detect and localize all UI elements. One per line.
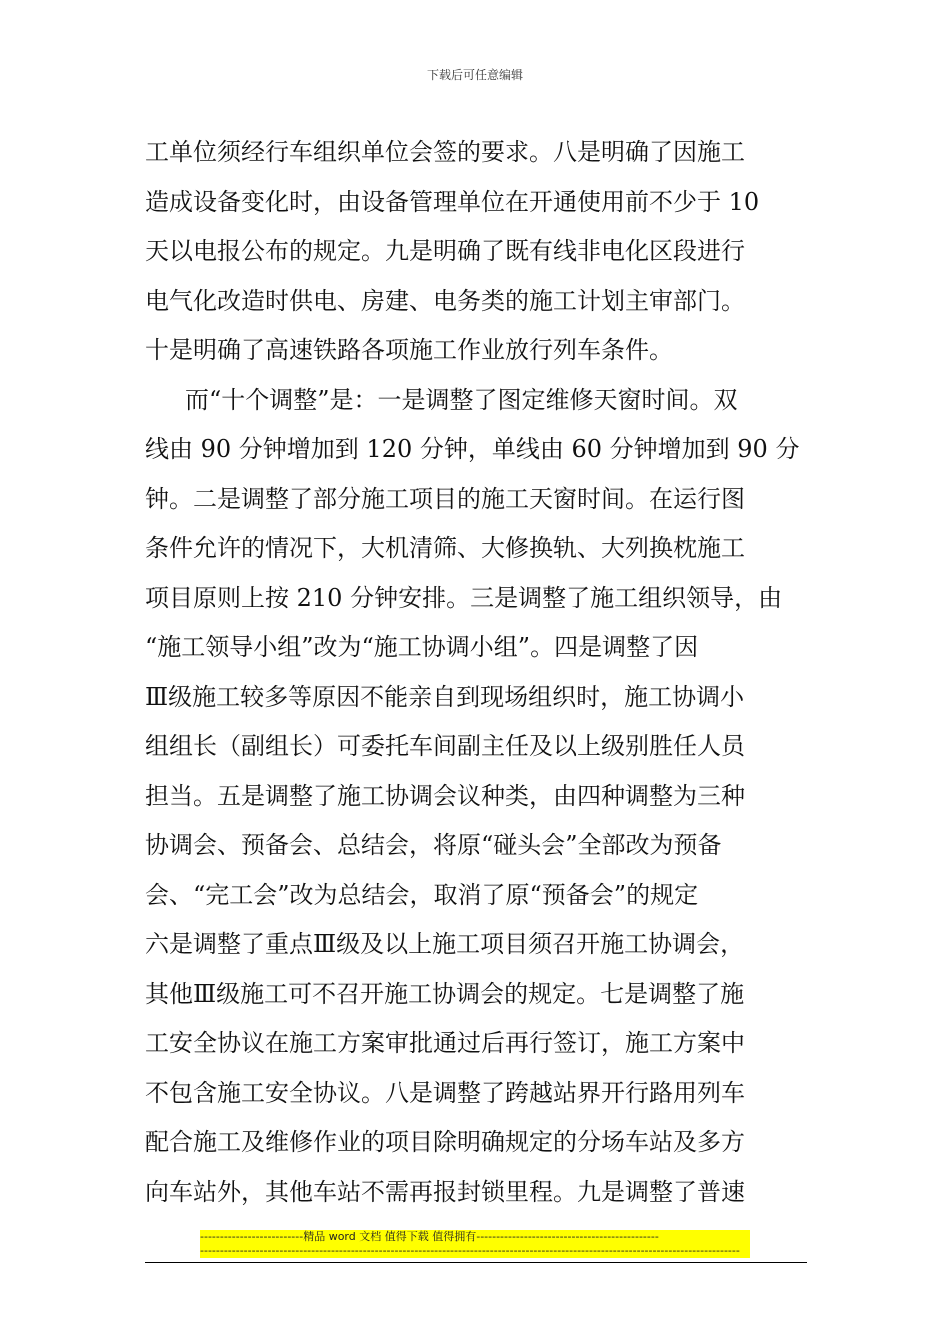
footer-divider bbox=[145, 1262, 807, 1263]
document-body bbox=[145, 128, 810, 1217]
body-line: 工单位须经行车组织单位会签的要求。八是明确了因施工 bbox=[145, 138, 745, 166]
footer-banner-line-2: ---------------------------------------------------------------------------------------------------------------------------------------- bbox=[200, 1244, 740, 1257]
body-line: 六是调整了重点Ⅲ级及以上施工项目须召开施工协调会， bbox=[145, 930, 745, 958]
body-line: 工安全协议在施工方案审批通过后再行签订，施工方案中 bbox=[145, 1029, 745, 1057]
paragraph-start-line: 而“十个调整”是：一是调整了图定维修天窗时间。双 bbox=[185, 385, 738, 414]
body-line: 十是明确了高速铁路各项施工作业放行列车条件。 bbox=[145, 336, 673, 364]
body-line: 线由 90 分钟增加到 120 分钟，单线由 60 分钟增加到 90 分 bbox=[145, 435, 800, 463]
body-line: 担当。五是调整了施工协调会议种类，由四种调整为三种 bbox=[145, 781, 745, 810]
body-line: 组组长（副组长）可委托车间副主任及以上级别胜任人员 bbox=[145, 732, 745, 760]
body-line: 项目原则上按 210 分钟安排。三是调整了施工组织领导，由 bbox=[145, 583, 783, 612]
body-line: “施工领导小组”改为“施工协调小组”。四是调整了因 bbox=[145, 633, 699, 661]
footer-banner bbox=[200, 1230, 750, 1258]
body-line: 配合施工及维修作业的项目除明确规定的分场车站及多方 bbox=[145, 1128, 745, 1156]
body-line: 向车站外，其他车站不需再报封锁里程。九是调整了普速 bbox=[145, 1177, 745, 1206]
header-note: 下载后可任意编辑 bbox=[426, 68, 523, 82]
body-line: 会、“完工会”改为总结会，取消了原“预备会”的规定 bbox=[145, 880, 699, 909]
body-line: 天以电报公布的规定。九是明确了既有线非电化区段进行 bbox=[145, 237, 745, 265]
body-line: 不包含施工安全协议。八是调整了跨越站界开行路用列车 bbox=[145, 1078, 745, 1107]
body-line: 条件允许的情况下，大机清筛、大修换轨、大列换枕施工 bbox=[145, 534, 745, 562]
body-line: 造成设备变化时，由设备管理单位在开通使用前不少于 10 bbox=[145, 187, 760, 216]
body-line: Ⅲ级施工较多等原因不能亲自到现场组织时，施工协调小 bbox=[145, 682, 745, 711]
body-line: 钟。二是调整了部分施工项目的施工天窗时间。在运行图 bbox=[145, 484, 745, 513]
body-line: 协调会、预备会、总结会，将原“碰头会”全部改为预备 bbox=[145, 831, 722, 859]
body-line: 其他Ⅲ级施工可不召开施工协调会的规定。七是调整了施 bbox=[145, 979, 745, 1008]
footer-banner-line-1: --------------------------精品 word 文档 值得下载 值得拥有---------------------------------------------- bbox=[200, 1230, 659, 1243]
body-line: 电气化改造时供电、房建、电务类的施工计划主审部门。 bbox=[145, 286, 745, 315]
